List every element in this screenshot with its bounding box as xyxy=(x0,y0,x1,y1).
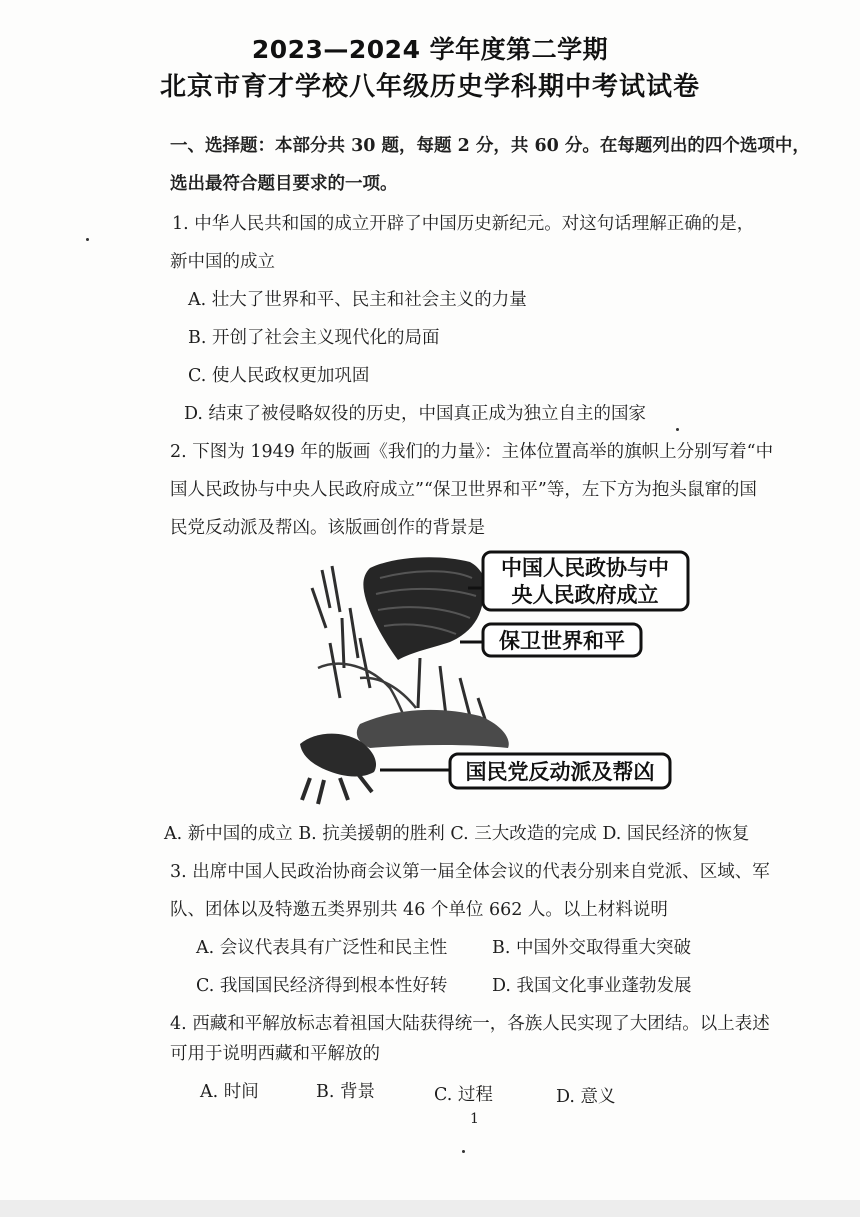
woodcut-print-figure xyxy=(300,548,700,808)
scan-speck xyxy=(86,238,89,241)
q1-option-b: B. 开创了社会主义现代化的局面 xyxy=(188,328,440,348)
q2-options: A. 新中国的成立 B. 抗美援朝的胜利 C. 三大改造的完成 D. 国民经济的恢复 xyxy=(164,824,750,844)
page-number: 1 xyxy=(470,1111,479,1127)
q3-option-c: C. 我国国民经济得到根本性好转 xyxy=(196,976,448,996)
q2-stem-line1: 2. 下图为 1949 年的版画《我们的力量》：主体位置高举的旗帜上分别写着“中 xyxy=(170,442,774,462)
q4-option-d: D. 意义 xyxy=(556,1087,616,1107)
figure-label-kmt: 国民党反动派及帮凶 xyxy=(465,760,655,784)
q4-option-a: A. 时间 xyxy=(200,1082,259,1102)
q3-stem-line1: 3. 出席中国人民政治协商会议第一届全体会议的代表分别来自党派、区域、军 xyxy=(170,862,770,882)
q1-stem-line2: 新中国的成立 xyxy=(170,252,275,272)
section-instructions-line1: 一、选择题：本部分共 30 题，每题 2 分，共 60 分。在每题列出的四个选项中， xyxy=(170,136,810,156)
q4-option-c: C. 过程 xyxy=(434,1085,493,1105)
q3-stem-line2: 队、团体以及特邀五类界别共 46 个单位 662 人。以上材料说明 xyxy=(170,900,668,920)
figure-label-congress-line1: 中国人民政协与中 xyxy=(501,556,669,580)
exam-title-term: 2023—2024 学年度第二学期 xyxy=(251,35,609,64)
q3-option-d: D. 我国文化事业蓬勃发展 xyxy=(492,976,692,996)
q1-option-d: D. 结束了被侵略奴役的历史，中国真正成为独立自主的国家 xyxy=(184,404,647,424)
q1-stem-line1: 1. 中华人民共和国的成立开辟了中国历史新纪元。对这句话理解正确的是， xyxy=(172,214,755,234)
q2-stem-line3: 民党反动派及帮凶。该版画创作的背景是 xyxy=(170,518,485,538)
q4-option-b: B. 背景 xyxy=(316,1082,375,1102)
q2-stem-line2: 国人民政协与中央人民政府成立”“保卫世界和平”等，左下方为抱头鼠窜的国 xyxy=(170,480,757,500)
scan-speck xyxy=(676,428,679,431)
exam-title-school: 北京市育才学校八年级历史学科期中考试试卷 xyxy=(159,72,700,102)
woodcut-illustration xyxy=(300,548,700,808)
figure-label-peace: 保卫世界和平 xyxy=(499,629,625,653)
q4-stem-line1: 4. 西藏和平解放标志着祖国大陆获得统一，各族人民实现了大团结。以上表述 xyxy=(170,1014,770,1034)
scan-speck xyxy=(462,1150,465,1153)
q1-option-a: A. 壮大了世界和平、民主和社会主义的力量 xyxy=(188,290,527,310)
q3-option-b: B. 中国外交取得重大突破 xyxy=(492,938,691,958)
section-instructions-line2: 选出最符合题目要求的一项。 xyxy=(170,174,398,194)
q4-stem-line2: 可用于说明西藏和平解放的 xyxy=(170,1044,380,1064)
q1-option-c: C. 使人民政权更加巩固 xyxy=(188,366,370,386)
q3-option-a: A. 会议代表具有广泛性和民主性 xyxy=(196,938,448,958)
ground-shape xyxy=(357,710,509,748)
figure-label-congress-line2: 央人民政府成立 xyxy=(511,583,659,607)
